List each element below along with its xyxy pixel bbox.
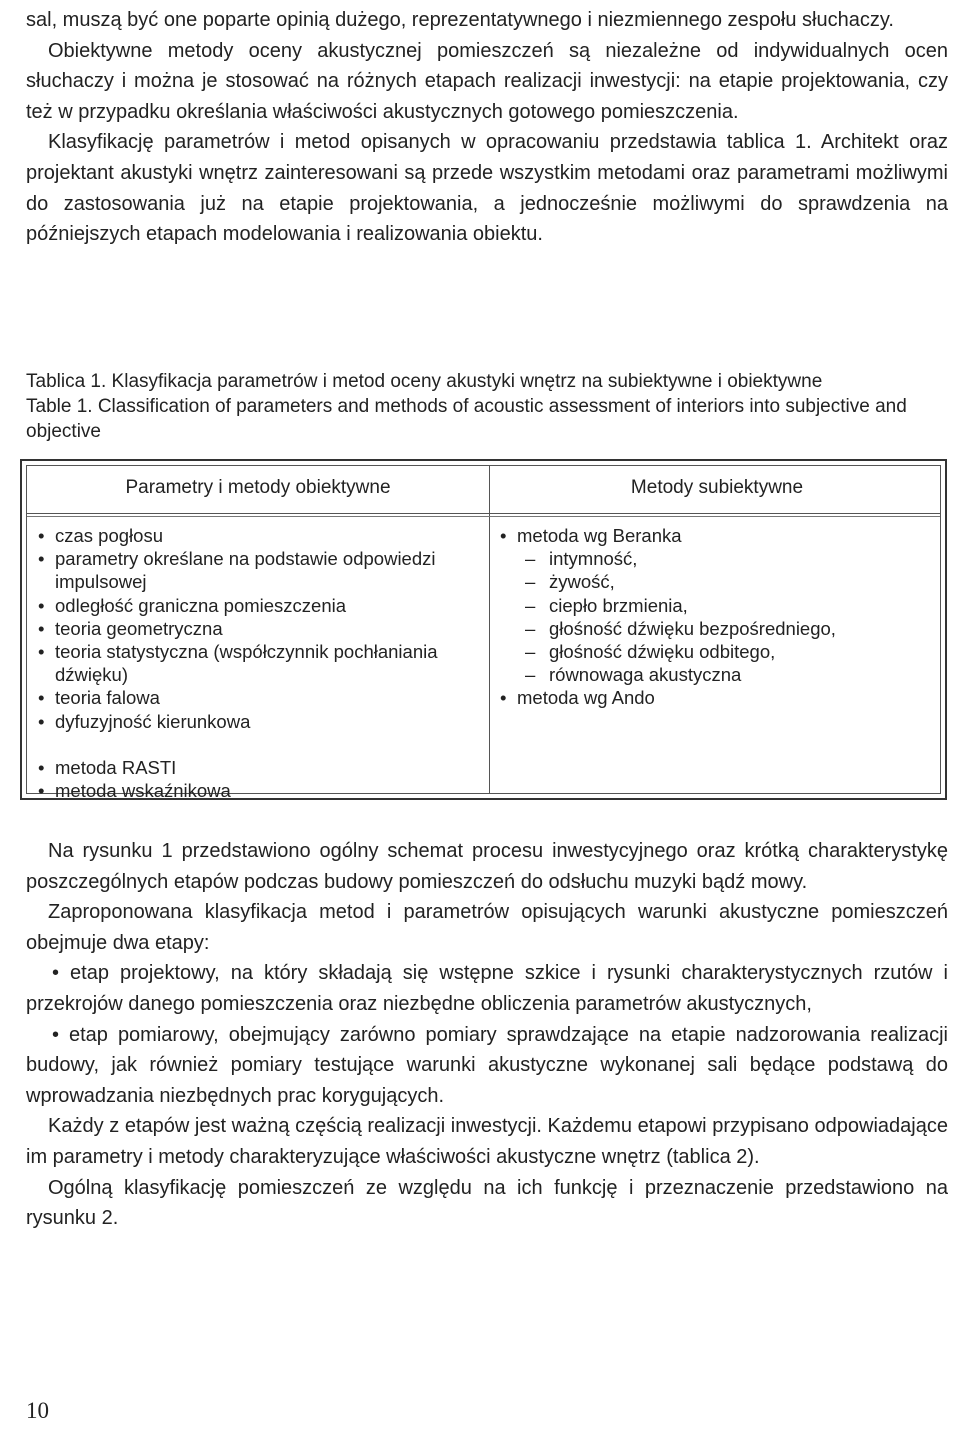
- classification-table: [20, 459, 947, 800]
- subjective-column: [497, 524, 937, 710]
- list-item: • metoda wskaźnikowa: [35, 779, 475, 802]
- sub-item: – intymność,: [497, 547, 937, 570]
- page-number: 10: [26, 1398, 49, 1423]
- table-inner-frame: [26, 465, 941, 802]
- paragraph-two-stages: Zaproponowana klasyfikacja metod i parametrów opisujących warunki akustyczne pomieszczeń obejmuje dwa etapy:: [26, 901, 948, 954]
- caption-english: Table 1. Classification of parameters and methods of acoustic assessment of interiors into subjective and objective: [26, 396, 907, 442]
- paragraph-continuation: sal, muszą być one poparte opinią dużego, reprezentatywnego i niezmiennego zespołu słuchaczy.: [26, 9, 894, 31]
- list-item: • metoda wg Beranka: [497, 524, 937, 547]
- sub-item: – równowaga akustyczna: [497, 663, 937, 686]
- paragraph-figure-1: Na rysunku 1 przedstawiono ogólny schemat procesu inwestycyjnego oraz krótką charakterystykę poszczególnych etapów podczas budowy pomieszczeń do odsłuchu muzyki bądź mowy.: [26, 840, 948, 893]
- bullet-measurement-stage: • etap pomiarowy, obejmujący zarówno pomiary sprawdzające na etapie nadzorowania realizacji budowy, jak również pomiary testujące warunki akustyczne wykonanej sali będące podstawą do wprowadzania niezbędnych prac korygujących.: [26, 1023, 948, 1107]
- header-divider: [27, 513, 940, 514]
- header-divider-double: [27, 516, 940, 517]
- list-item: • parametry określane na podstawie odpowiedzi impulsowej: [35, 547, 475, 593]
- paragraph-each-stage: Każdy z etapów jest ważną częścią realizacji inwestycji. Każdemu etapowi przypisano odpowiadające im parametry i metody charakteryzujące właściwości akustyczne wnętrz (tablica 2).: [26, 1115, 948, 1168]
- list-item: • czas pogłosu: [35, 524, 475, 547]
- table-caption: [26, 369, 948, 444]
- list-item: • odległość graniczna pomieszczenia: [35, 594, 475, 617]
- list-item: • metoda RASTI: [35, 756, 475, 779]
- list-item: • teoria statystyczna (współczynnik pochłaniania dźwięku): [35, 640, 475, 686]
- header-subjective: Metody subiektywne: [630, 477, 804, 498]
- sub-item: – głośność dźwięku bezpośredniego,: [497, 617, 937, 640]
- list-item: • teoria geometryczna: [35, 617, 475, 640]
- list-item: • teoria falowa: [35, 686, 475, 709]
- header-objective: Parametry i metody obiektywne: [125, 477, 391, 498]
- paragraph-objective-methods: Obiektywne metody oceny akustycznej pomieszczeń są niezależne od indywidualnych ocen słuchaczy i można je stosować na różnych etapach realizacji inwestycji: na etapie projektowania, czy też w przypadku określania właściwości akustycznych gotowego pomieszczenia.: [26, 39, 948, 123]
- sub-item: – żywość,: [497, 570, 937, 593]
- list-item: • dyfuzyjność kierunkowa: [35, 710, 475, 733]
- bullet-design-stage: • etap projektowy, na który składają się wstępne szkice i rysunki charakterystycznych rzutów i przekrojów danego pomieszczenia oraz niezbędne obliczenia parametrów akustycznych,: [26, 962, 948, 1015]
- paragraph-classification: Klasyfikację parametrów i metod opisanych w opracowaniu przedstawia tablica 1. Architekt oraz projektant akustyki wnętrz zainteresowani są przede wszystkim metodami oraz parametrami możliwymi do zastosowania już na etapie projektowania, a jednocześnie możliwymi do sprawdzenia na późniejszych etapach modelowania i realizowania obiektu.: [26, 131, 948, 246]
- body-text: [26, 836, 948, 1234]
- objective-column: [35, 524, 475, 802]
- caption-polish: Tablica 1. Klasyfikacja parametrów i metod oceny akustyki wnętrz na subiektywne i obiektywne: [26, 371, 823, 392]
- sub-item: – ciepło brzmienia,: [497, 594, 937, 617]
- paragraph-figure-2: Ogólną klasyfikację pomieszczeń ze względu na ich funkcję i przeznaczenie przedstawiono na rysunku 2.: [26, 1176, 948, 1230]
- list-item: • metoda wg Ando: [497, 686, 937, 709]
- intro-text: [26, 5, 948, 250]
- sub-item: – głośność dźwięku odbitego,: [497, 640, 937, 663]
